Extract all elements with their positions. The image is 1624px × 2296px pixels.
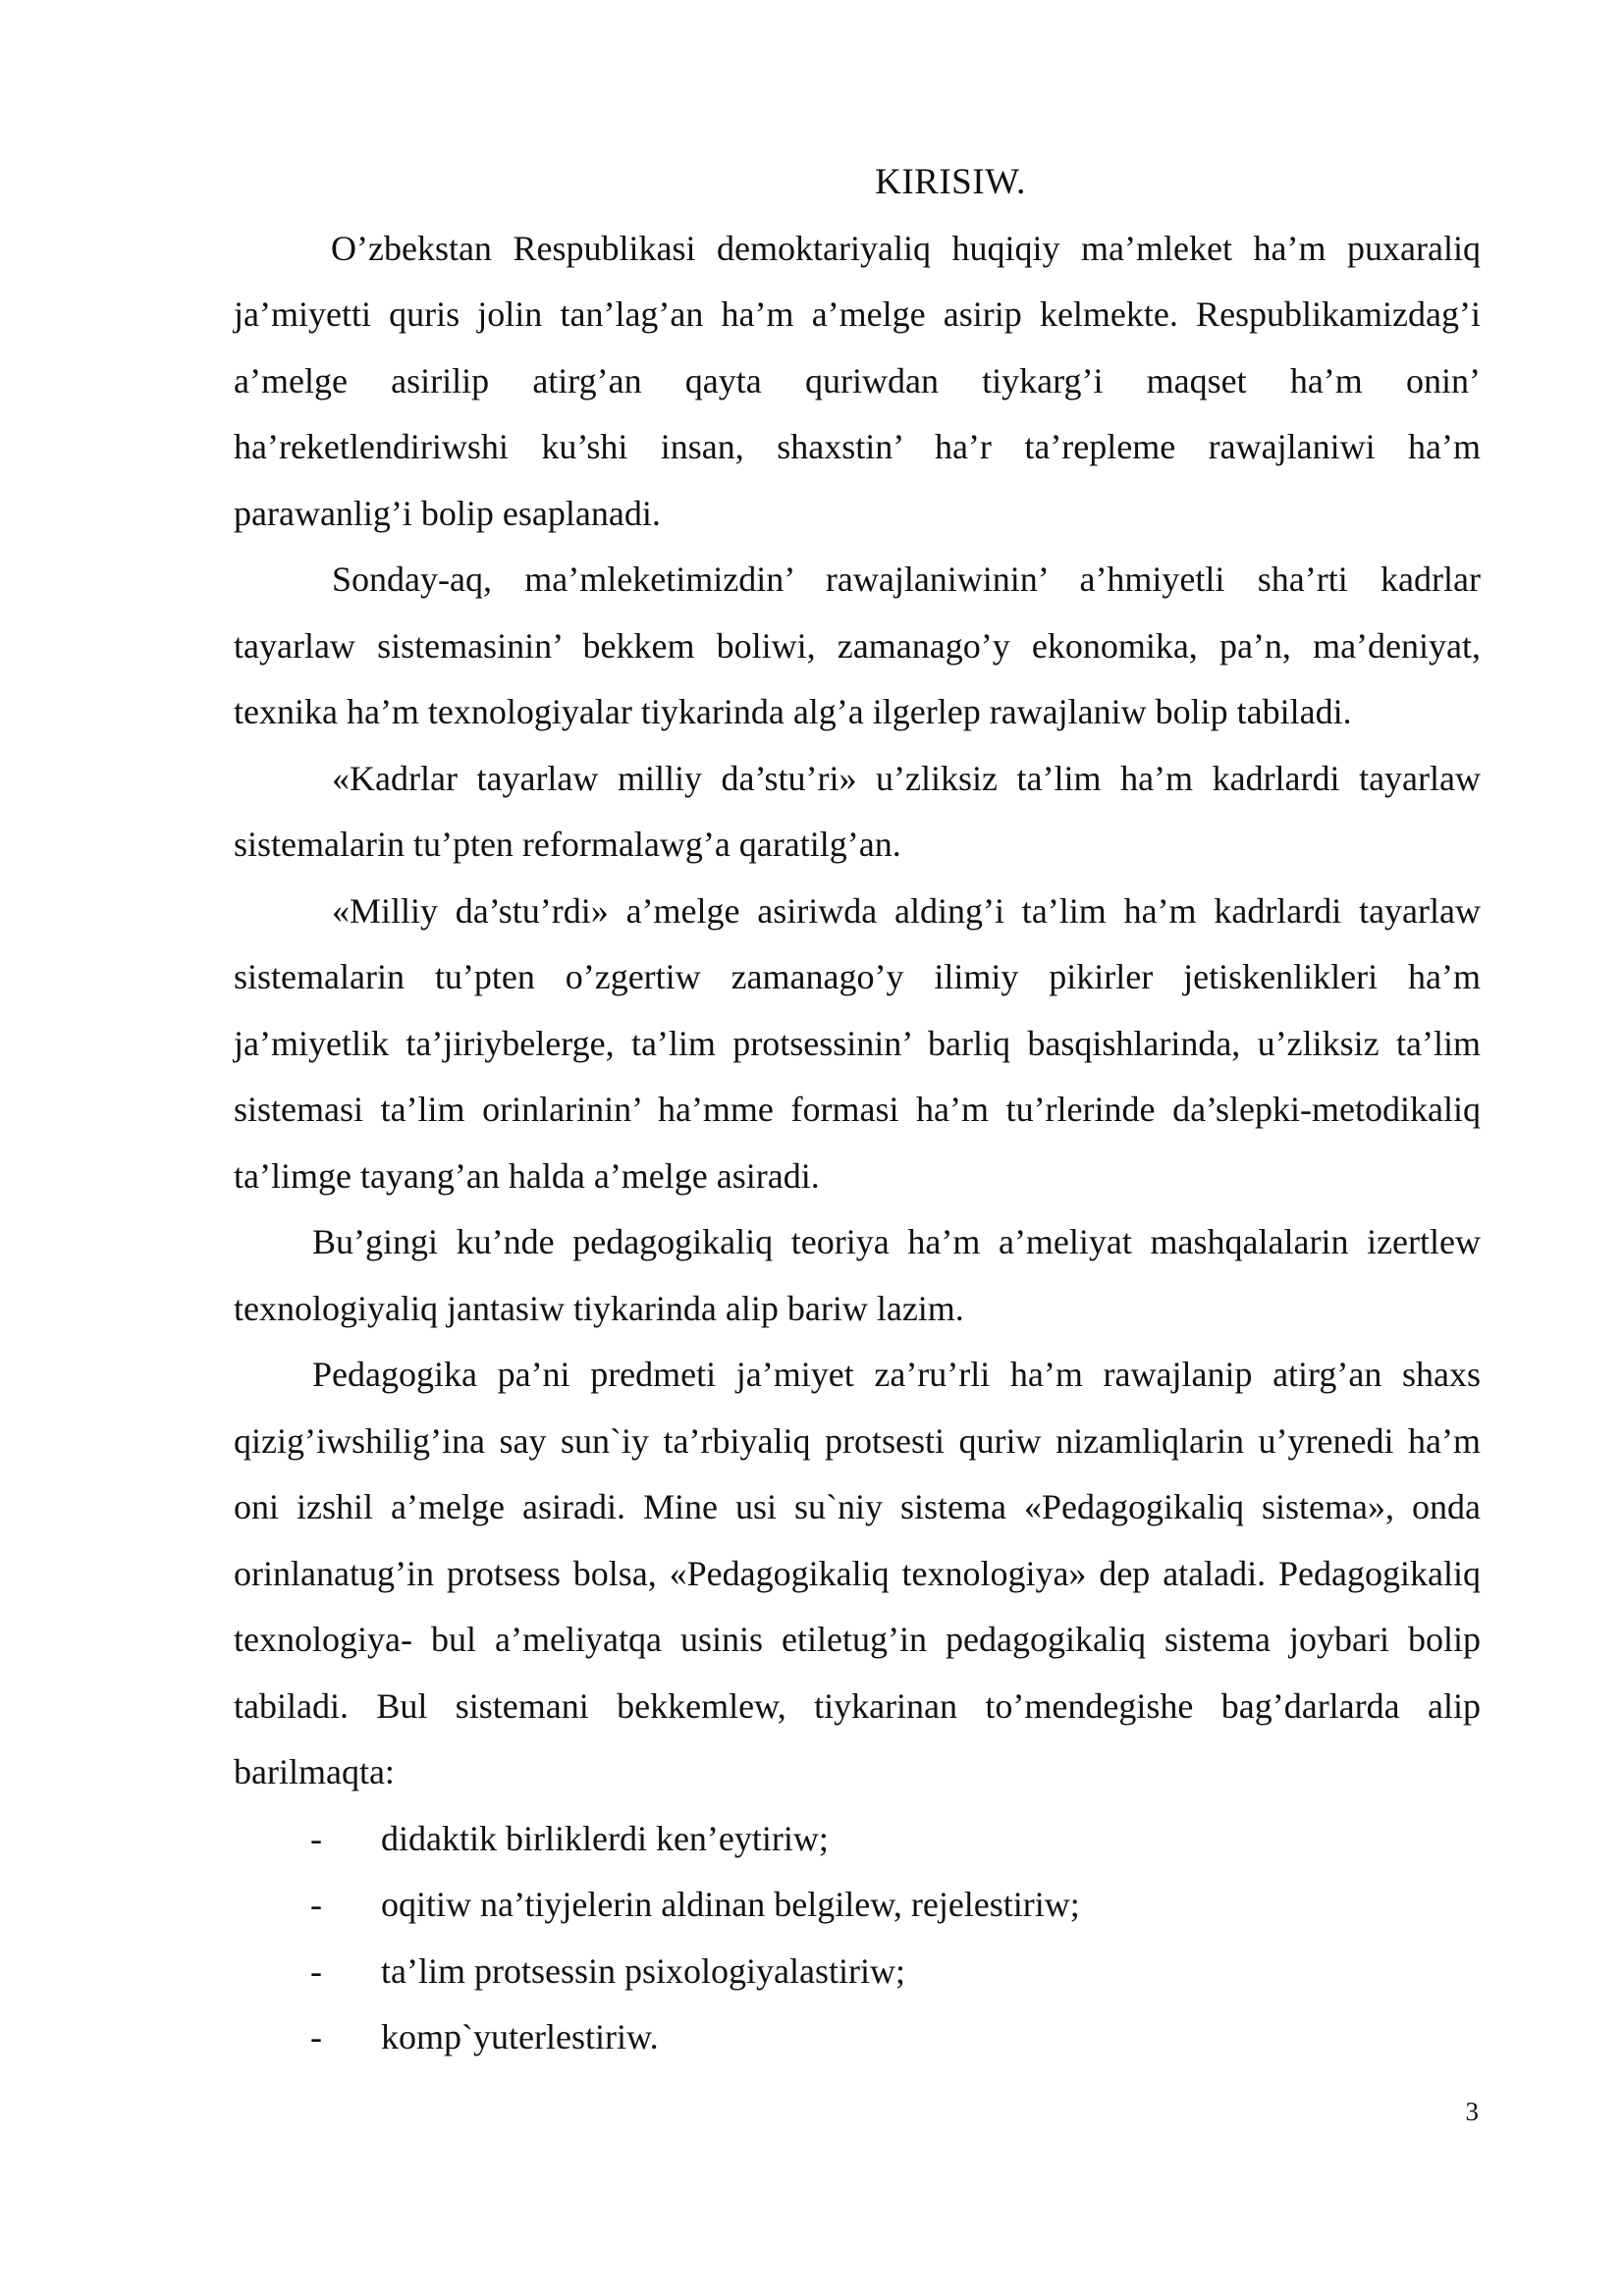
paragraph-1: O’zbekstan Respublikasi demoktariyaliq huqiqiy ma’mleket ha’m puxaraliq ja’miyetti quris jolin tan’lag’an ha’m a’melge asirip kelmekte. Respublikamizdag’i a’melge asirilip atirg’an qayta quriwdan tiykarg’i maqset ha’m onin’ ha’reketlendiriwshi ku’shi insan, shaxstin’ ha’r ta’repleme rawajlaniwi ha’m parawanlig’i bolip esaplanadi. — [234, 228, 1481, 533]
paragraph-6: Pedagogika pa’ni predmeti ja’miyet za’ru’rli ha’m rawajlanip atirg’an shaxs qizig’iwshilig’ina say sun`iy ta’rbiyaliq protsesti quriw nizamliqlarin u’yrenedi ha’m oni izshil a’melge asiradi. Mine usi su`niy sistema «Pedagogikaliq sistema», onda orinlanatug’in protsess bolsa, «Pedagogikaliq texnologiya» dep ataladi. Pedagogikaliq texnologiya- bul a’meliyatqa usinis etiletug’in pedagogikaliq sistema joybari bolip tabiladi. Bul sistemani bekkemlew, tiykarinan to’mendegishe bag’darlarda alip barilmaqta: — [234, 1355, 1481, 1791]
page-content — [234, 149, 1481, 2071]
section-heading: KIRISIW. — [875, 162, 1026, 202]
list-item — [234, 1939, 1481, 2005]
list-item-text: ta’lim protsessin psixologiyalastiriw; — [381, 1950, 905, 1991]
list-item — [234, 1872, 1481, 1939]
list-dash: - — [310, 1950, 322, 1991]
list-item-text: komp`yuterlestiriw. — [381, 2017, 659, 2056]
paragraph-2: Sonday-aq, ma’mleketimizdin’ rawajlaniwinin’ a’hmiyetli sha’rti kadrlar tayarlaw sistemasinin’ bekkem boliwi, zamanago’y ekonomika, pa’n, ma’deniyat, texnika ha’m texnologiyalar tiykarinda alg’a ilgerlep rawajlaniw bolip tabiladi. — [234, 560, 1481, 731]
paragraph-4: «Milliy da’stu’rdi» a’melge asiriwda alding’i ta’lim ha’m kadrlardi tayarlaw sistemalarin tu’pten o’zgertiw zamanago’y ilimiy pikirler jetiskenlikleri ha’m ja’miyetlik ta’jiriybelerge, ta’lim protsessinin’ barliq basqishlarinda, u’zliksiz ta’lim sistemasi ta’lim orinlarinin’ ha’mme formasi ha’m tu’rlerinde da’slepki-metodikaliq ta’limge tayang’an halda a’melge asiradi. — [234, 890, 1481, 1196]
list-item — [234, 2004, 1481, 2071]
list-item — [234, 1806, 1481, 1873]
bullet-list — [234, 1806, 1481, 2071]
paragraph-3: «Kadrlar tayarlaw milliy da’stu’ri» u’zliksiz ta’lim ha’m kadrlardi tayarlaw sistemalarin tu’pten reformalawg’a qaratilg’an. — [234, 758, 1481, 864]
list-item-text: didaktik birliklerdi ken’eytiriw; — [381, 1818, 829, 1858]
list-item-text: oqitiw na’tiyjelerin aldinan belgilew, rejelestiriw; — [381, 1885, 1080, 1924]
list-dash: - — [310, 1818, 322, 1858]
paragraph-5: Bu’gingi ku’nde pedagogikaliq teoriya ha’m a’meliyat mashqalalarin izertlew texnologiyaliq jantasiw tiykarinda alip bariw lazim. — [234, 1222, 1481, 1328]
list-dash: - — [310, 1885, 322, 1924]
page-number: 3 — [1465, 2097, 1479, 2126]
list-dash: - — [310, 2017, 322, 2056]
